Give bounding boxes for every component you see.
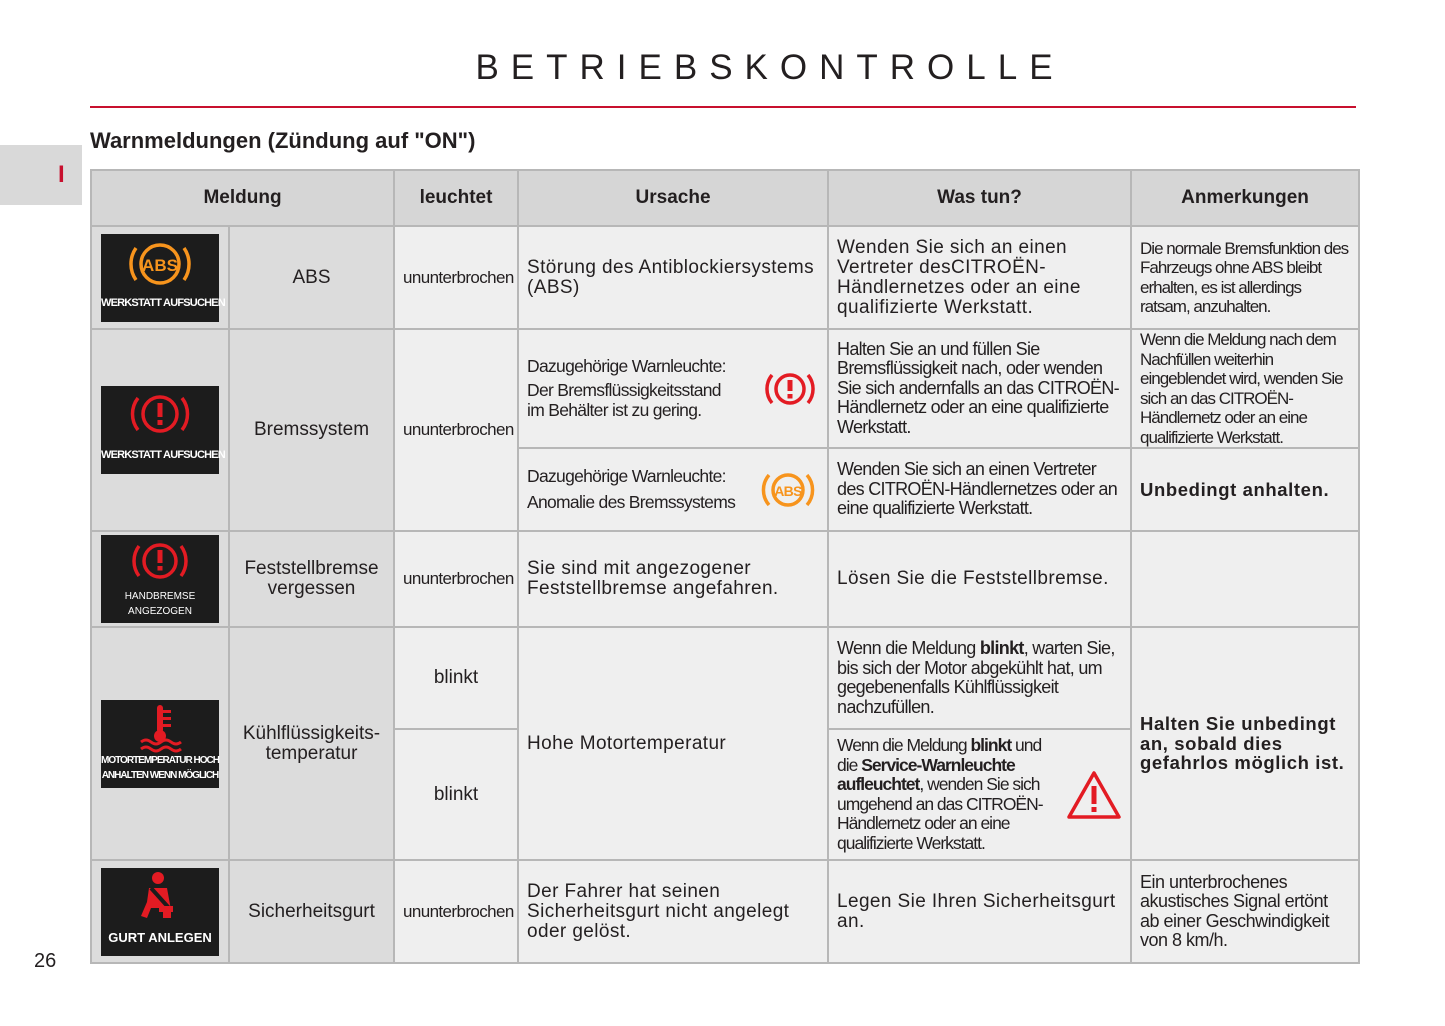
ursache-text: Der Fahrer hat seinen Sicherheitsgurt nicht angelegt oder gelöst.: [518, 860, 828, 963]
ursache-text: Der Bremsflüssigkeitsstand im Behälter ist zu gering.: [527, 380, 721, 420]
section-marker: I: [58, 161, 65, 188]
was-tun-text: , warten Sie, bis sich der Motor abgekühlt hat, um gegebenenfalls Kühlflüssigkeit nachzufüllen.: [837, 638, 1115, 717]
meldung-name: ABS: [229, 226, 394, 329]
was-tun-emphasis: Service-Warnleuchte aufleuchtet: [837, 754, 1015, 794]
header-anmerkungen: Anmerkungen: [1131, 170, 1359, 226]
warning-messages-table: [90, 169, 1360, 964]
page-number: 26: [34, 950, 57, 972]
table-row-seatbelt: [91, 860, 1359, 963]
anmerkung-text: [1131, 531, 1359, 627]
table-row-abs: [91, 226, 1359, 329]
was-tun-text: , wenden Sie sich umgehend an das CITROËN-Händlernetz oder an eine qualifizierte Werkstatt.: [837, 774, 1043, 853]
anmerkung-text: Ein unterbrochenes akustisches Signal ertönt ab einer Geschwindigkeit von 8 km/h.: [1131, 860, 1359, 963]
section-subtitle: Warnmeldungen (Zündung auf "ON"): [90, 128, 476, 153]
header-ursache: Ursache: [518, 170, 828, 226]
icon-caption-2: ANGEZOGEN: [128, 606, 192, 617]
ursache-text: Störung des Antiblockiersystems (ABS): [518, 226, 828, 329]
anmerkung-text: Halten Sie unbedingt an, sobald dies gefahrlos möglich ist.: [1131, 627, 1359, 860]
leuchtet-value: blinkt: [394, 627, 518, 729]
was-tun-emphasis: blinkt: [970, 735, 1012, 755]
ursache-text: Anomalie des Bremssystems: [527, 491, 736, 512]
ursache-text: Hohe Motortemperatur: [518, 627, 828, 860]
coolant-temperature-icon: [101, 700, 219, 788]
anmerkung-text: Unbedingt anhalten.: [1131, 448, 1359, 531]
was-tun-text: Wenden Sie sich an einen Vertreter desCITROËN-Händlernetzes oder an eine qualifizierte Werkstatt.: [828, 226, 1131, 329]
ursache-label: Dazugehörige Warnleuchte:: [527, 355, 726, 376]
parking-brake-warning-icon: [101, 535, 219, 623]
brake-warning-icon: [101, 386, 225, 474]
abs-warning-icon: [101, 234, 225, 322]
icon-caption-2: ANHALTEN WENN MÖGLICH: [101, 769, 219, 781]
header-meldung: Meldung: [91, 170, 394, 226]
was-tun-text: Wenn die Meldung: [837, 735, 971, 755]
was-tun-cell: [828, 729, 1131, 860]
was-tun-emphasis: blinkt: [979, 638, 1024, 658]
leuchtet-value: ununterbrochen: [394, 329, 518, 531]
leuchtet-value: ununterbrochen: [394, 860, 518, 963]
table-row-coolant: [91, 627, 1359, 729]
icon-caption: GURT ANLEGEN: [108, 929, 212, 945]
table-row-brake: [91, 329, 1359, 448]
cell-icon: [91, 627, 229, 860]
header-leuchtet: leuchtet: [394, 170, 518, 226]
was-tun-text: Wenn die Meldung: [837, 638, 980, 658]
table-header-row: [91, 170, 1359, 226]
anmerkung-text: Wenn die Meldung nach dem Nachfüllen weiterhin eingeblendet wird, wenden Sie sich an das CITROËN-Händlernetz oder an eine qualifizierte Werkstatt.: [1131, 329, 1359, 448]
meldung-name: Feststellbremse vergessen: [229, 531, 394, 627]
ursache-cell: [518, 448, 828, 531]
cell-icon: [91, 226, 229, 329]
was-tun-text: Halten Sie an und füllen Sie Bremsflüssigkeit nach, oder wenden Sie sich andernfalls an das CITROËN-Händlernetz oder an eine qualifizierte Werkstatt.: [828, 329, 1131, 448]
seatbelt-warning-icon: [101, 868, 219, 956]
was-tun-text: Wenden Sie sich an einen Vertreter des CITROËN-Händlernetzes oder an eine qualifizierte Werkstatt.: [828, 448, 1131, 531]
cell-icon: [91, 860, 229, 963]
service-warning-icon: [1066, 769, 1122, 821]
icon-caption: WERKSTATT AUFSUCHEN: [101, 449, 225, 461]
was-tun-text: und die: [837, 735, 1042, 775]
cell-icon: [91, 329, 229, 531]
meldung-name: Sicherheitsgurt: [229, 860, 394, 963]
title-divider: [90, 106, 1356, 108]
cell-icon: [91, 531, 229, 627]
meldung-name: Kühlflüssigkeits-temperatur: [229, 627, 394, 860]
anmerkung-text: Die normale Bremsfunktion des Fahrzeugs ohne ABS bleibt erhalten, es ist allerdings ratsam, anzuhalten.: [1131, 226, 1359, 329]
was-tun-text: Legen Sie Ihren Sicherheitsgurt an.: [828, 860, 1131, 963]
header-was-tun: Was tun?: [828, 170, 1131, 226]
abs-symbol-text: ABS: [142, 255, 178, 275]
icon-caption-1: HANDBREMSE: [124, 591, 196, 602]
was-tun-text: Lösen Sie die Feststellbremse.: [828, 531, 1131, 627]
meldung-name: Bremssystem: [229, 329, 394, 531]
leuchtet-value: ununterbrochen: [394, 531, 518, 627]
section-tab: [0, 145, 82, 205]
ursache-text: Sie sind mit angezogener Feststellbremse angefahren.: [518, 531, 828, 627]
was-tun-cell: [828, 627, 1131, 729]
brake-lamp-icon: [761, 367, 819, 411]
table-row-parking-brake: [91, 531, 1359, 627]
leuchtet-value: ununterbrochen: [394, 226, 518, 329]
page-title: BETRIEBSKONTROLLE: [475, 48, 1065, 87]
leuchtet-value: blinkt: [394, 729, 518, 860]
abs-lamp-symbol: ABS: [774, 482, 802, 499]
ursache-cell: [518, 329, 828, 448]
icon-caption: WERKSTATT AUFSUCHEN: [101, 296, 225, 309]
abs-lamp-icon: [757, 466, 819, 514]
icon-caption-1: MOTORTEMPERATUR HOCH: [101, 754, 219, 766]
ursache-label: Dazugehörige Warnleuchte:: [527, 466, 726, 486]
